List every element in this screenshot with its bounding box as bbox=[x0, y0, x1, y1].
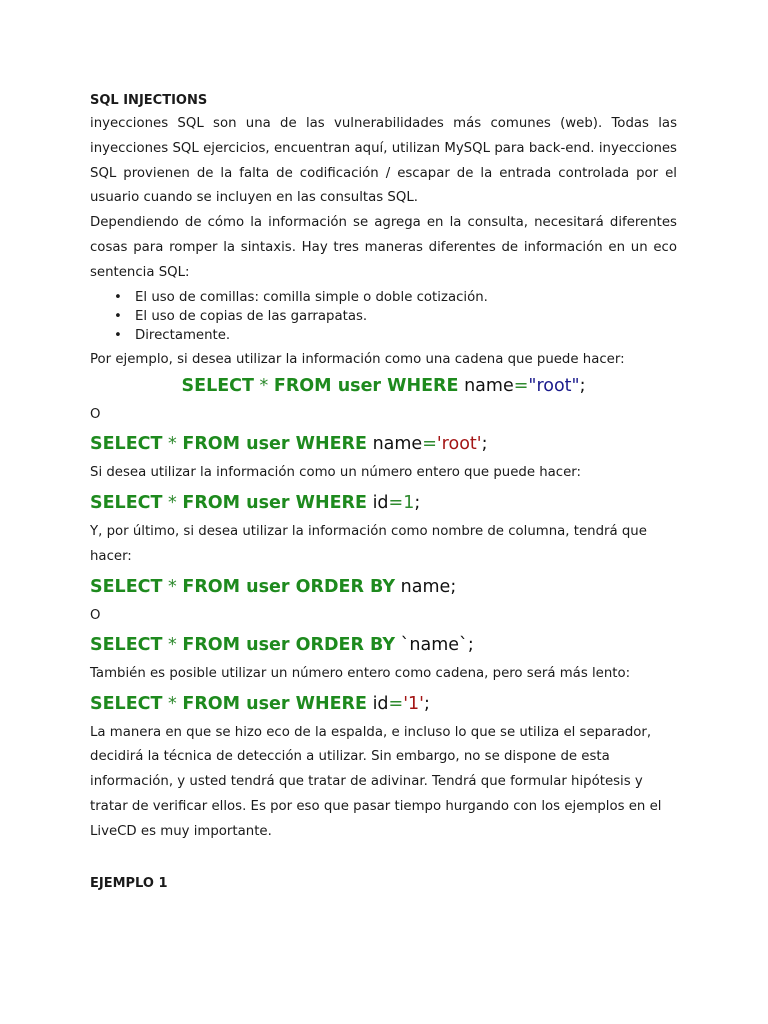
integer-intro: Si desea utilizar la información como un número entero que puede hacer: bbox=[90, 465, 582, 481]
or-separator-1: O bbox=[90, 407, 101, 423]
sql-query-2: SELECT * FROM user WHERE name='root'; bbox=[90, 434, 488, 455]
page-title: SQL INJECTIONS bbox=[90, 93, 208, 108]
example-heading: EJEMPLO 1 bbox=[90, 875, 168, 891]
sql-query-5: SELECT * FROM user ORDER BY `name`; bbox=[90, 634, 474, 655]
or-separator-2: O bbox=[90, 607, 101, 623]
document-body bbox=[90, 90, 677, 895]
methods-list bbox=[90, 288, 677, 345]
bullet-icon: • bbox=[114, 308, 122, 324]
string-integer-intro: También es posible utilizar un número entero como cadena, pero será más lento: bbox=[90, 665, 631, 681]
closing-paragraph: La manera en que se hizo eco de la espalda, e incluso lo que se utiliza el separador, decidirá la técnica de detección a utilizar. Sin embargo, no se dispone de esta información, y usted tendrá que tratar de adivinar. Tendrá que formular hipótesis y tratar de verificar ellos. Es por eso que pasar tiempo hurgando con los ejemplos en el LiveCD es muy importante. bbox=[90, 724, 662, 839]
sql-query-6: SELECT * FROM user WHERE id='1'; bbox=[90, 693, 430, 714]
sql-query-3: SELECT * FROM user WHERE id=1; bbox=[90, 493, 421, 514]
intro-paragraph-1: inyecciones SQL son una de las vulnerabilidades más comunes (web). Todas las inyecciones SQL ejercicios, encuentran aquí, utilizan MySQL para back-end. inyecciones SQL provienen de la falta de codificación / escapar de la entrada controlada por el usuario cuando se incluyen en las consultas SQL. bbox=[90, 116, 677, 206]
list-item: • Directamente. bbox=[114, 327, 231, 343]
column-intro: Y, por último, si desea utilizar la información como nombre de columna, tendrá que hacer: bbox=[90, 524, 647, 564]
sql-query-4: SELECT * FROM user ORDER BY name; bbox=[90, 576, 457, 597]
list-item: • El uso de copias de las garrapatas. bbox=[114, 308, 368, 324]
example-intro: Por ejemplo, si desea utilizar la información como una cadena que puede hacer: bbox=[90, 351, 625, 367]
bullet-icon: • bbox=[114, 327, 122, 343]
sql-query-1: SELECT * FROM user WHERE name="root"; bbox=[181, 376, 586, 397]
list-item: • El uso de comillas: comilla simple o doble cotización. bbox=[114, 289, 488, 305]
intro-paragraph-2: Dependiendo de cómo la información se agrega en la consulta, necesitará diferentes cosas para romper la sintaxis. Hay tres maneras diferentes de información en un eco sentencia SQL: bbox=[90, 215, 677, 280]
bullet-icon: • bbox=[114, 289, 122, 305]
